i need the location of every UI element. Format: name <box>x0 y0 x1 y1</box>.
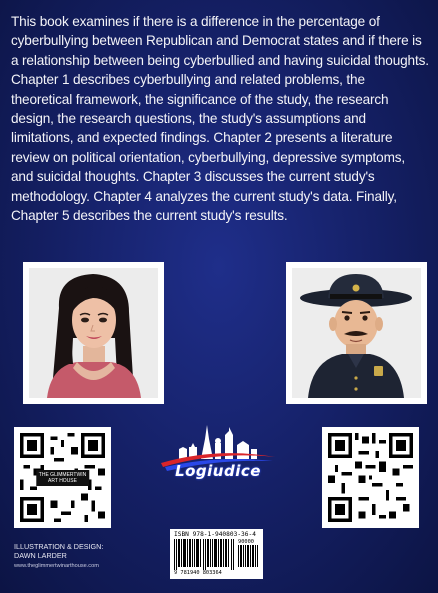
qr-brand-line2: ART HOUSE <box>47 477 77 484</box>
woman-portrait-illustration <box>29 268 158 398</box>
credit-name: DAWN LARDER <box>14 551 67 560</box>
publisher-logo-text: Logiudice <box>175 462 261 480</box>
price-code: 90000 <box>238 539 254 545</box>
illustration-credits <box>14 542 154 570</box>
credit-role: ILLUSTRATION & DESIGN: <box>14 542 104 551</box>
isbn-barcode-icon <box>174 539 236 570</box>
author-portrait-woman <box>23 262 164 404</box>
author-portrait-officer <box>286 262 427 404</box>
isbn-number: ISBN 978-1-940803-36-4 <box>174 531 256 538</box>
isbn-barcode <box>170 529 263 579</box>
barcode-digits: 9 781940 803364 <box>174 570 222 576</box>
police-officer-illustration <box>292 268 421 398</box>
barcode-bars <box>174 539 259 570</box>
qr-code-icon <box>328 433 413 522</box>
qr-brand-label <box>36 470 89 486</box>
credit-website[interactable]: www.theglimmertwinarthouse.com <box>14 563 99 569</box>
book-description: This book examines if there is a difference in the percentage of cyberbullying between Republican and Democrat states and if there is a relationship between being cyberbullied and having suicidal thoughts. Chapter 1 describes cyberbullying and related problems, the theoretical framework, the significance of the study, the research design, the research questions, the study's assumptions and limitations, and expected findings. Chapter 2 presents a literature review on political orientation, cyberbullying, depressive symptoms, and suicidal thoughts. Chapter 3 discusses the current study's methodology. Chapter 4 analyzes the current study's data. Finally, Chapter 5 describes the current study's results. <box>11 14 429 224</box>
qr-brand-line1: THE GLIMMERTWIN <box>38 471 87 478</box>
qr-code-right[interactable] <box>322 427 419 528</box>
price-code-block <box>238 539 258 567</box>
addon-barcode-icon <box>238 545 258 567</box>
qr-code-left[interactable] <box>14 427 111 528</box>
publisher-logo <box>157 417 279 487</box>
